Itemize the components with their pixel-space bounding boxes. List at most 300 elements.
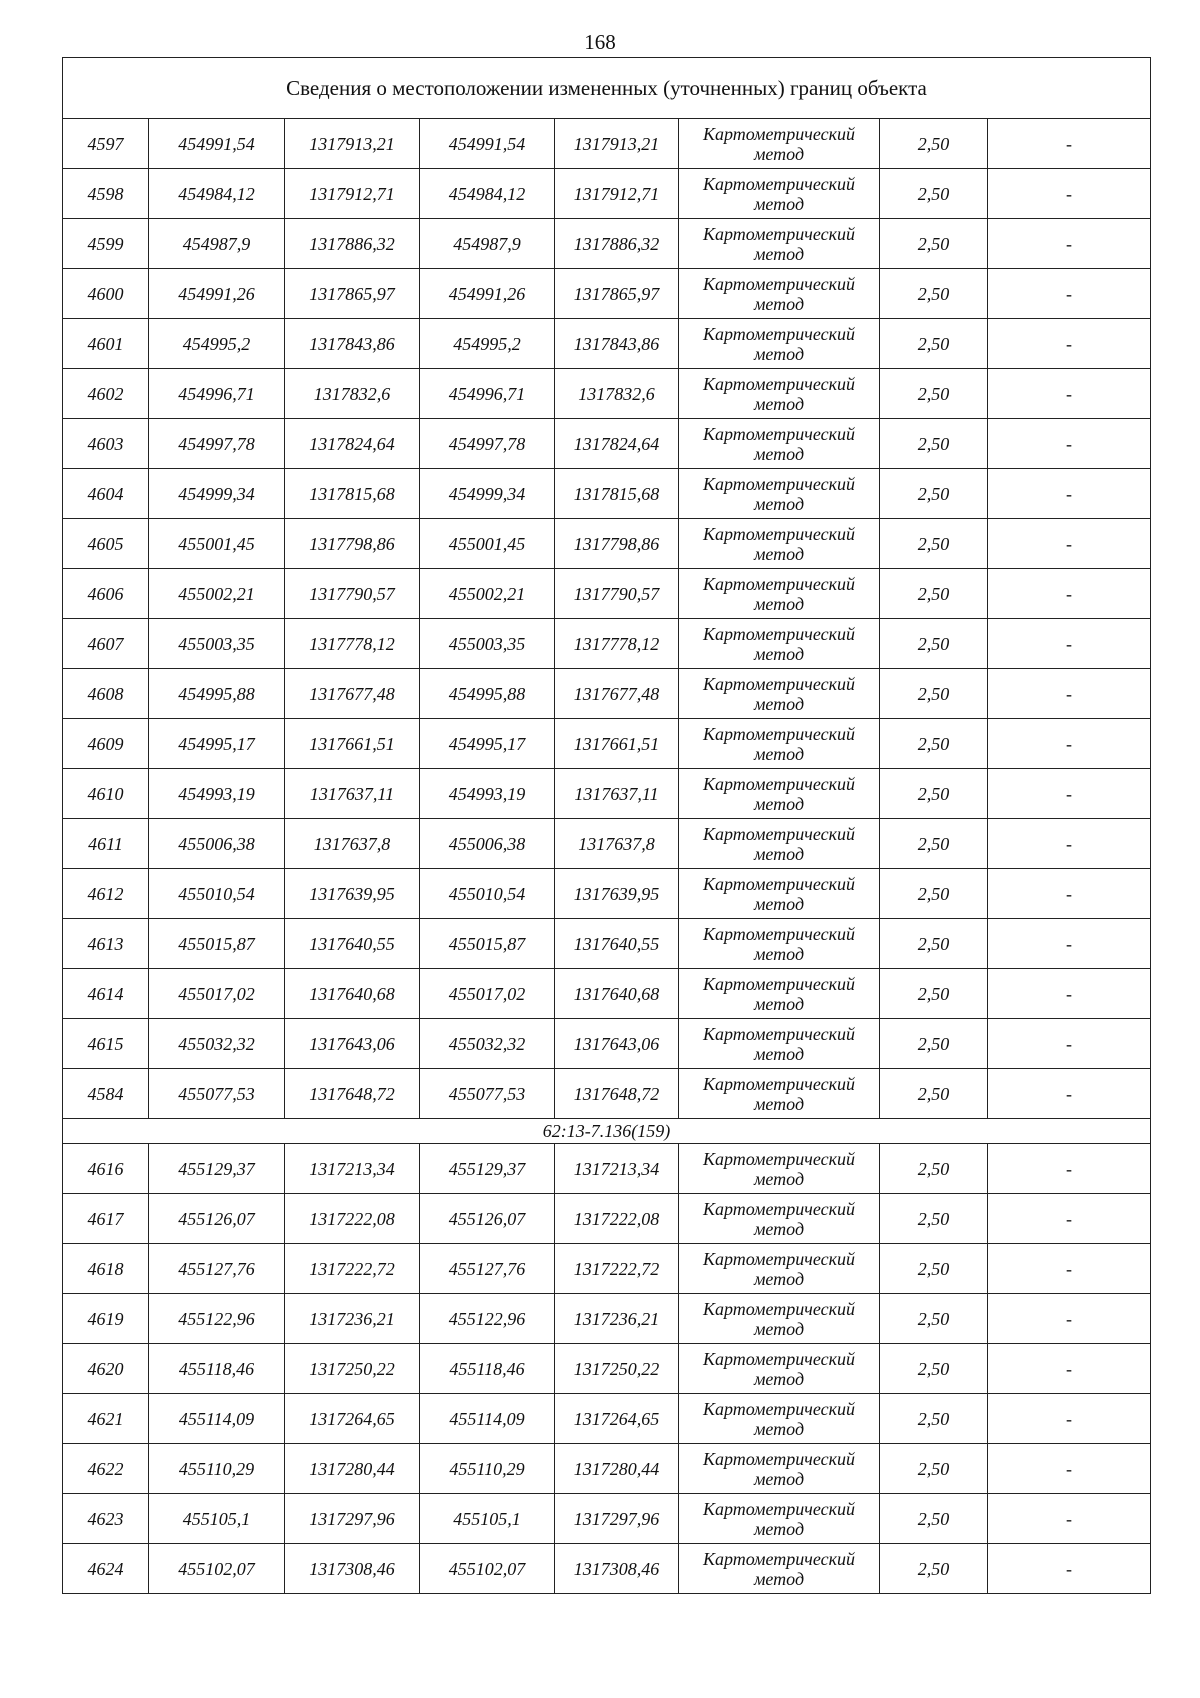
table-row bbox=[63, 969, 1151, 1019]
old-y-cell: 1317643,06 bbox=[285, 1019, 420, 1069]
table-row bbox=[63, 869, 1151, 919]
point-number-cell: 4616 bbox=[63, 1144, 149, 1194]
new-y-cell: 1317648,72 bbox=[555, 1069, 679, 1119]
method-line-2: метод bbox=[753, 993, 805, 1014]
new-y-cell: 1317832,6 bbox=[555, 369, 679, 419]
description-cell: - bbox=[988, 1294, 1151, 1344]
old-x-cell: 455105,1 bbox=[149, 1494, 285, 1544]
description-cell: - bbox=[988, 919, 1151, 969]
method-cell bbox=[679, 1194, 880, 1244]
table-row bbox=[63, 269, 1151, 319]
old-y-cell: 1317648,72 bbox=[285, 1069, 420, 1119]
table-row bbox=[63, 1244, 1151, 1294]
description-cell: - bbox=[988, 819, 1151, 869]
method-line-2: метод bbox=[753, 1468, 805, 1489]
description-cell: - bbox=[988, 419, 1151, 469]
accuracy-cell: 2,50 bbox=[880, 1069, 988, 1119]
point-number-cell: 4613 bbox=[63, 919, 149, 969]
accuracy-cell: 2,50 bbox=[880, 519, 988, 569]
point-number-cell: 4599 bbox=[63, 219, 149, 269]
section-header-row bbox=[63, 1119, 1151, 1144]
method-cell bbox=[679, 1019, 880, 1069]
old-x-cell: 454995,2 bbox=[149, 319, 285, 369]
method-line-1: Картометрический bbox=[702, 523, 855, 544]
description-cell: - bbox=[988, 1494, 1151, 1544]
accuracy-cell: 2,50 bbox=[880, 1394, 988, 1444]
new-x-cell: 455015,87 bbox=[420, 919, 555, 969]
new-y-cell: 1317865,97 bbox=[555, 269, 679, 319]
method-line-2: метод bbox=[753, 393, 805, 414]
point-number-cell: 4623 bbox=[63, 1494, 149, 1544]
method-line-1: Картометрический bbox=[702, 623, 855, 644]
method-cell bbox=[679, 1444, 880, 1494]
description-cell: - bbox=[988, 219, 1151, 269]
description-cell: - bbox=[988, 119, 1151, 169]
method-cell bbox=[679, 919, 880, 969]
old-y-cell: 1317661,51 bbox=[285, 719, 420, 769]
new-x-cell: 455126,07 bbox=[420, 1194, 555, 1244]
table-row bbox=[63, 1069, 1151, 1119]
table-title-row bbox=[63, 58, 1151, 119]
method-line-1: Картометрический bbox=[702, 1398, 855, 1419]
accuracy-cell: 2,50 bbox=[880, 669, 988, 719]
new-x-cell: 455002,21 bbox=[420, 569, 555, 619]
method-line-1: Картометрический bbox=[702, 1248, 855, 1269]
method-line-2: метод bbox=[753, 1168, 805, 1189]
new-y-cell: 1317250,22 bbox=[555, 1344, 679, 1394]
accuracy-cell: 2,50 bbox=[880, 1144, 988, 1194]
point-number-cell: 4614 bbox=[63, 969, 149, 1019]
method-line-1: Картометрический bbox=[702, 1073, 855, 1094]
method-line-1: Картометрический bbox=[702, 473, 855, 494]
description-cell: - bbox=[988, 319, 1151, 369]
method-line-1: Картометрический bbox=[702, 923, 855, 944]
method-cell bbox=[679, 969, 880, 1019]
new-y-cell: 1317661,51 bbox=[555, 719, 679, 769]
old-x-cell: 454993,19 bbox=[149, 769, 285, 819]
old-y-cell: 1317213,34 bbox=[285, 1144, 420, 1194]
point-number-cell: 4621 bbox=[63, 1394, 149, 1444]
method-line-2: метод bbox=[753, 893, 805, 914]
method-line-1: Картометрический bbox=[702, 723, 855, 744]
old-y-cell: 1317843,86 bbox=[285, 319, 420, 369]
point-number-cell: 4622 bbox=[63, 1444, 149, 1494]
old-y-cell: 1317912,71 bbox=[285, 169, 420, 219]
accuracy-cell: 2,50 bbox=[880, 569, 988, 619]
point-number-cell: 4604 bbox=[63, 469, 149, 519]
method-line-2: метод bbox=[753, 943, 805, 964]
method-line-2: метод bbox=[753, 343, 805, 364]
accuracy-cell: 2,50 bbox=[880, 969, 988, 1019]
old-x-cell: 454991,26 bbox=[149, 269, 285, 319]
point-number-cell: 4601 bbox=[63, 319, 149, 369]
old-y-cell: 1317222,72 bbox=[285, 1244, 420, 1294]
old-x-cell: 455032,32 bbox=[149, 1019, 285, 1069]
method-line-2: метод bbox=[753, 543, 805, 564]
method-line-2: метод bbox=[753, 1093, 805, 1114]
method-line-2: метод bbox=[753, 443, 805, 464]
method-cell bbox=[679, 469, 880, 519]
old-x-cell: 455110,29 bbox=[149, 1444, 285, 1494]
new-y-cell: 1317677,48 bbox=[555, 669, 679, 719]
method-cell bbox=[679, 269, 880, 319]
description-cell: - bbox=[988, 969, 1151, 1019]
method-cell bbox=[679, 1544, 880, 1594]
accuracy-cell: 2,50 bbox=[880, 1244, 988, 1294]
table-row bbox=[63, 1144, 1151, 1194]
point-number-cell: 4598 bbox=[63, 169, 149, 219]
new-y-cell: 1317790,57 bbox=[555, 569, 679, 619]
boundary-coordinates-table bbox=[62, 57, 1151, 1594]
point-number-cell: 4618 bbox=[63, 1244, 149, 1294]
table-row bbox=[63, 1344, 1151, 1394]
old-x-cell: 454987,9 bbox=[149, 219, 285, 269]
new-y-cell: 1317886,32 bbox=[555, 219, 679, 269]
description-cell: - bbox=[988, 1144, 1151, 1194]
description-cell: - bbox=[988, 869, 1151, 919]
table-row bbox=[63, 1019, 1151, 1069]
point-number-cell: 4606 bbox=[63, 569, 149, 619]
method-line-1: Картометрический bbox=[702, 1548, 855, 1569]
new-y-cell: 1317297,96 bbox=[555, 1494, 679, 1544]
method-line-1: Картометрический bbox=[702, 173, 855, 194]
point-number-cell: 4612 bbox=[63, 869, 149, 919]
method-cell bbox=[679, 619, 880, 669]
new-x-cell: 455122,96 bbox=[420, 1294, 555, 1344]
old-x-cell: 455102,07 bbox=[149, 1544, 285, 1594]
method-cell bbox=[679, 319, 880, 369]
old-x-cell: 454999,34 bbox=[149, 469, 285, 519]
old-x-cell: 455122,96 bbox=[149, 1294, 285, 1344]
method-line-2: метод bbox=[753, 843, 805, 864]
page-number: 168 bbox=[584, 30, 616, 54]
new-y-cell: 1317640,68 bbox=[555, 969, 679, 1019]
table-row bbox=[63, 1494, 1151, 1544]
description-cell: - bbox=[988, 1444, 1151, 1494]
description-cell: - bbox=[988, 1394, 1151, 1444]
accuracy-cell: 2,50 bbox=[880, 619, 988, 669]
point-number-cell: 4620 bbox=[63, 1344, 149, 1394]
old-x-cell: 455127,76 bbox=[149, 1244, 285, 1294]
description-cell: - bbox=[988, 369, 1151, 419]
description-cell: - bbox=[988, 1344, 1151, 1394]
method-line-2: метод bbox=[753, 1568, 805, 1589]
old-x-cell: 455003,35 bbox=[149, 619, 285, 669]
old-y-cell: 1317778,12 bbox=[285, 619, 420, 669]
method-cell bbox=[679, 819, 880, 869]
method-line-1: Картометрический bbox=[702, 273, 855, 294]
description-cell: - bbox=[988, 1244, 1151, 1294]
new-y-cell: 1317640,55 bbox=[555, 919, 679, 969]
accuracy-cell: 2,50 bbox=[880, 1494, 988, 1544]
table-row bbox=[63, 319, 1151, 369]
new-y-cell: 1317222,72 bbox=[555, 1244, 679, 1294]
method-line-2: метод bbox=[753, 1268, 805, 1289]
old-y-cell: 1317677,48 bbox=[285, 669, 420, 719]
accuracy-cell: 2,50 bbox=[880, 819, 988, 869]
table-row bbox=[63, 369, 1151, 419]
method-cell bbox=[679, 119, 880, 169]
new-y-cell: 1317778,12 bbox=[555, 619, 679, 669]
new-x-cell: 455105,1 bbox=[420, 1494, 555, 1544]
new-y-cell: 1317280,44 bbox=[555, 1444, 679, 1494]
table-row bbox=[63, 719, 1151, 769]
method-line-1: Картометрический bbox=[702, 973, 855, 994]
old-x-cell: 455015,87 bbox=[149, 919, 285, 969]
description-cell: - bbox=[988, 1069, 1151, 1119]
table-row bbox=[63, 1394, 1151, 1444]
table-row bbox=[63, 769, 1151, 819]
method-line-1: Картометрический bbox=[702, 123, 855, 144]
old-x-cell: 455010,54 bbox=[149, 869, 285, 919]
point-number-cell: 4617 bbox=[63, 1194, 149, 1244]
method-cell bbox=[679, 769, 880, 819]
method-line-1: Картометрический bbox=[702, 1498, 855, 1519]
old-y-cell: 1317913,21 bbox=[285, 119, 420, 169]
new-y-cell: 1317643,06 bbox=[555, 1019, 679, 1069]
old-y-cell: 1317798,86 bbox=[285, 519, 420, 569]
new-y-cell: 1317824,64 bbox=[555, 419, 679, 469]
method-line-2: метод bbox=[753, 143, 805, 164]
old-y-cell: 1317297,96 bbox=[285, 1494, 420, 1544]
old-x-cell: 455002,21 bbox=[149, 569, 285, 619]
new-x-cell: 455110,29 bbox=[420, 1444, 555, 1494]
point-number-cell: 4597 bbox=[63, 119, 149, 169]
new-y-cell: 1317815,68 bbox=[555, 469, 679, 519]
accuracy-cell: 2,50 bbox=[880, 869, 988, 919]
new-x-cell: 455129,37 bbox=[420, 1144, 555, 1194]
method-line-2: метод bbox=[753, 743, 805, 764]
method-line-1: Картометрический bbox=[702, 423, 855, 444]
point-number-cell: 4610 bbox=[63, 769, 149, 819]
accuracy-cell: 2,50 bbox=[880, 319, 988, 369]
old-x-cell: 455006,38 bbox=[149, 819, 285, 869]
description-cell: - bbox=[988, 1194, 1151, 1244]
accuracy-cell: 2,50 bbox=[880, 219, 988, 269]
point-number-cell: 4605 bbox=[63, 519, 149, 569]
old-x-cell: 454995,88 bbox=[149, 669, 285, 719]
table-row bbox=[63, 919, 1151, 969]
new-x-cell: 455118,46 bbox=[420, 1344, 555, 1394]
method-line-1: Картометрический bbox=[702, 323, 855, 344]
method-line-1: Картометрический bbox=[702, 1448, 855, 1469]
new-x-cell: 454995,2 bbox=[420, 319, 555, 369]
old-y-cell: 1317640,68 bbox=[285, 969, 420, 1019]
new-y-cell: 1317264,65 bbox=[555, 1394, 679, 1444]
old-x-cell: 455118,46 bbox=[149, 1344, 285, 1394]
method-line-1: Картометрический bbox=[702, 673, 855, 694]
description-cell: - bbox=[988, 519, 1151, 569]
method-line-2: метод bbox=[753, 693, 805, 714]
table-row bbox=[63, 219, 1151, 269]
method-line-2: метод bbox=[753, 643, 805, 664]
old-y-cell: 1317865,97 bbox=[285, 269, 420, 319]
old-x-cell: 454995,17 bbox=[149, 719, 285, 769]
method-line-2: метод bbox=[753, 593, 805, 614]
old-y-cell: 1317640,55 bbox=[285, 919, 420, 969]
new-x-cell: 455102,07 bbox=[420, 1544, 555, 1594]
new-y-cell: 1317213,34 bbox=[555, 1144, 679, 1194]
new-y-cell: 1317637,11 bbox=[555, 769, 679, 819]
new-x-cell: 455006,38 bbox=[420, 819, 555, 869]
method-line-1: Картометрический bbox=[702, 1298, 855, 1319]
table-row bbox=[63, 469, 1151, 519]
description-cell: - bbox=[988, 719, 1151, 769]
new-x-cell: 454991,54 bbox=[420, 119, 555, 169]
accuracy-cell: 2,50 bbox=[880, 919, 988, 969]
method-line-2: метод bbox=[753, 793, 805, 814]
description-cell: - bbox=[988, 1019, 1151, 1069]
table-row bbox=[63, 169, 1151, 219]
accuracy-cell: 2,50 bbox=[880, 1019, 988, 1069]
new-x-cell: 455127,76 bbox=[420, 1244, 555, 1294]
old-y-cell: 1317815,68 bbox=[285, 469, 420, 519]
method-cell bbox=[679, 1394, 880, 1444]
new-x-cell: 454996,71 bbox=[420, 369, 555, 419]
old-y-cell: 1317637,11 bbox=[285, 769, 420, 819]
method-line-2: метод bbox=[753, 193, 805, 214]
table-row bbox=[63, 1444, 1151, 1494]
point-number-cell: 4611 bbox=[63, 819, 149, 869]
method-line-1: Картометрический bbox=[702, 223, 855, 244]
new-x-cell: 454987,9 bbox=[420, 219, 555, 269]
point-number-cell: 4608 bbox=[63, 669, 149, 719]
point-number-cell: 4600 bbox=[63, 269, 149, 319]
new-y-cell: 1317912,71 bbox=[555, 169, 679, 219]
method-line-2: метод bbox=[753, 1368, 805, 1389]
old-x-cell: 454996,71 bbox=[149, 369, 285, 419]
table-row bbox=[63, 1544, 1151, 1594]
method-line-1: Картометрический bbox=[702, 873, 855, 894]
method-cell bbox=[679, 369, 880, 419]
point-number-cell: 4609 bbox=[63, 719, 149, 769]
table-title: Сведения о местоположении измененных (уточненных) границ объекта bbox=[63, 58, 1151, 119]
old-x-cell: 455017,02 bbox=[149, 969, 285, 1019]
method-cell bbox=[679, 1344, 880, 1394]
method-cell bbox=[679, 1244, 880, 1294]
new-y-cell: 1317798,86 bbox=[555, 519, 679, 569]
method-line-2: метод bbox=[753, 1318, 805, 1339]
accuracy-cell: 2,50 bbox=[880, 169, 988, 219]
new-x-cell: 454995,17 bbox=[420, 719, 555, 769]
old-y-cell: 1317222,08 bbox=[285, 1194, 420, 1244]
new-x-cell: 455077,53 bbox=[420, 1069, 555, 1119]
old-x-cell: 455001,45 bbox=[149, 519, 285, 569]
table-row bbox=[63, 519, 1151, 569]
new-x-cell: 455114,09 bbox=[420, 1394, 555, 1444]
table-row bbox=[63, 1194, 1151, 1244]
method-line-2: метод bbox=[753, 1218, 805, 1239]
new-x-cell: 455032,32 bbox=[420, 1019, 555, 1069]
new-x-cell: 454991,26 bbox=[420, 269, 555, 319]
method-line-1: Картометрический bbox=[702, 1198, 855, 1219]
table-row bbox=[63, 669, 1151, 719]
method-line-2: метод bbox=[753, 493, 805, 514]
method-cell bbox=[679, 1294, 880, 1344]
old-x-cell: 455126,07 bbox=[149, 1194, 285, 1244]
old-y-cell: 1317308,46 bbox=[285, 1544, 420, 1594]
method-cell bbox=[679, 569, 880, 619]
method-line-2: метод bbox=[753, 1518, 805, 1539]
old-x-cell: 455129,37 bbox=[149, 1144, 285, 1194]
new-x-cell: 454999,34 bbox=[420, 469, 555, 519]
method-cell bbox=[679, 1069, 880, 1119]
accuracy-cell: 2,50 bbox=[880, 119, 988, 169]
description-cell: - bbox=[988, 569, 1151, 619]
accuracy-cell: 2,50 bbox=[880, 1294, 988, 1344]
accuracy-cell: 2,50 bbox=[880, 1194, 988, 1244]
description-cell: - bbox=[988, 169, 1151, 219]
method-cell bbox=[679, 169, 880, 219]
accuracy-cell: 2,50 bbox=[880, 769, 988, 819]
section-label: 62:13-7.136(159) bbox=[63, 1119, 1151, 1144]
old-y-cell: 1317250,22 bbox=[285, 1344, 420, 1394]
description-cell: - bbox=[988, 269, 1151, 319]
new-y-cell: 1317222,08 bbox=[555, 1194, 679, 1244]
new-y-cell: 1317308,46 bbox=[555, 1544, 679, 1594]
accuracy-cell: 2,50 bbox=[880, 1544, 988, 1594]
table-row bbox=[63, 819, 1151, 869]
new-x-cell: 454993,19 bbox=[420, 769, 555, 819]
description-cell: - bbox=[988, 669, 1151, 719]
old-x-cell: 455077,53 bbox=[149, 1069, 285, 1119]
new-x-cell: 455003,35 bbox=[420, 619, 555, 669]
method-cell bbox=[679, 1494, 880, 1544]
old-y-cell: 1317832,6 bbox=[285, 369, 420, 419]
new-x-cell: 454995,88 bbox=[420, 669, 555, 719]
old-y-cell: 1317790,57 bbox=[285, 569, 420, 619]
method-cell bbox=[679, 1144, 880, 1194]
point-number-cell: 4624 bbox=[63, 1544, 149, 1594]
table-row bbox=[63, 569, 1151, 619]
method-cell bbox=[679, 419, 880, 469]
old-x-cell: 454997,78 bbox=[149, 419, 285, 469]
description-cell: - bbox=[988, 619, 1151, 669]
old-y-cell: 1317639,95 bbox=[285, 869, 420, 919]
method-line-2: метод bbox=[753, 293, 805, 314]
new-x-cell: 455017,02 bbox=[420, 969, 555, 1019]
method-cell bbox=[679, 719, 880, 769]
new-y-cell: 1317637,8 bbox=[555, 819, 679, 869]
method-line-1: Картометрический bbox=[702, 373, 855, 394]
table-body bbox=[63, 58, 1151, 1594]
accuracy-cell: 2,50 bbox=[880, 1344, 988, 1394]
new-y-cell: 1317236,21 bbox=[555, 1294, 679, 1344]
old-y-cell: 1317236,21 bbox=[285, 1294, 420, 1344]
new-y-cell: 1317913,21 bbox=[555, 119, 679, 169]
point-number-cell: 4615 bbox=[63, 1019, 149, 1069]
description-cell: - bbox=[988, 469, 1151, 519]
method-line-1: Картометрический bbox=[702, 823, 855, 844]
method-line-2: метод bbox=[753, 1043, 805, 1064]
new-x-cell: 454997,78 bbox=[420, 419, 555, 469]
point-number-cell: 4584 bbox=[63, 1069, 149, 1119]
table-row bbox=[63, 1294, 1151, 1344]
description-cell: - bbox=[988, 769, 1151, 819]
old-y-cell: 1317824,64 bbox=[285, 419, 420, 469]
new-y-cell: 1317843,86 bbox=[555, 319, 679, 369]
accuracy-cell: 2,50 bbox=[880, 369, 988, 419]
new-x-cell: 455001,45 bbox=[420, 519, 555, 569]
method-line-1: Картометрический bbox=[702, 573, 855, 594]
method-line-1: Картометрический bbox=[702, 1348, 855, 1369]
old-x-cell: 454984,12 bbox=[149, 169, 285, 219]
point-number-cell: 4607 bbox=[63, 619, 149, 669]
new-x-cell: 454984,12 bbox=[420, 169, 555, 219]
accuracy-cell: 2,50 bbox=[880, 469, 988, 519]
point-number-cell: 4602 bbox=[63, 369, 149, 419]
table-row bbox=[63, 119, 1151, 169]
